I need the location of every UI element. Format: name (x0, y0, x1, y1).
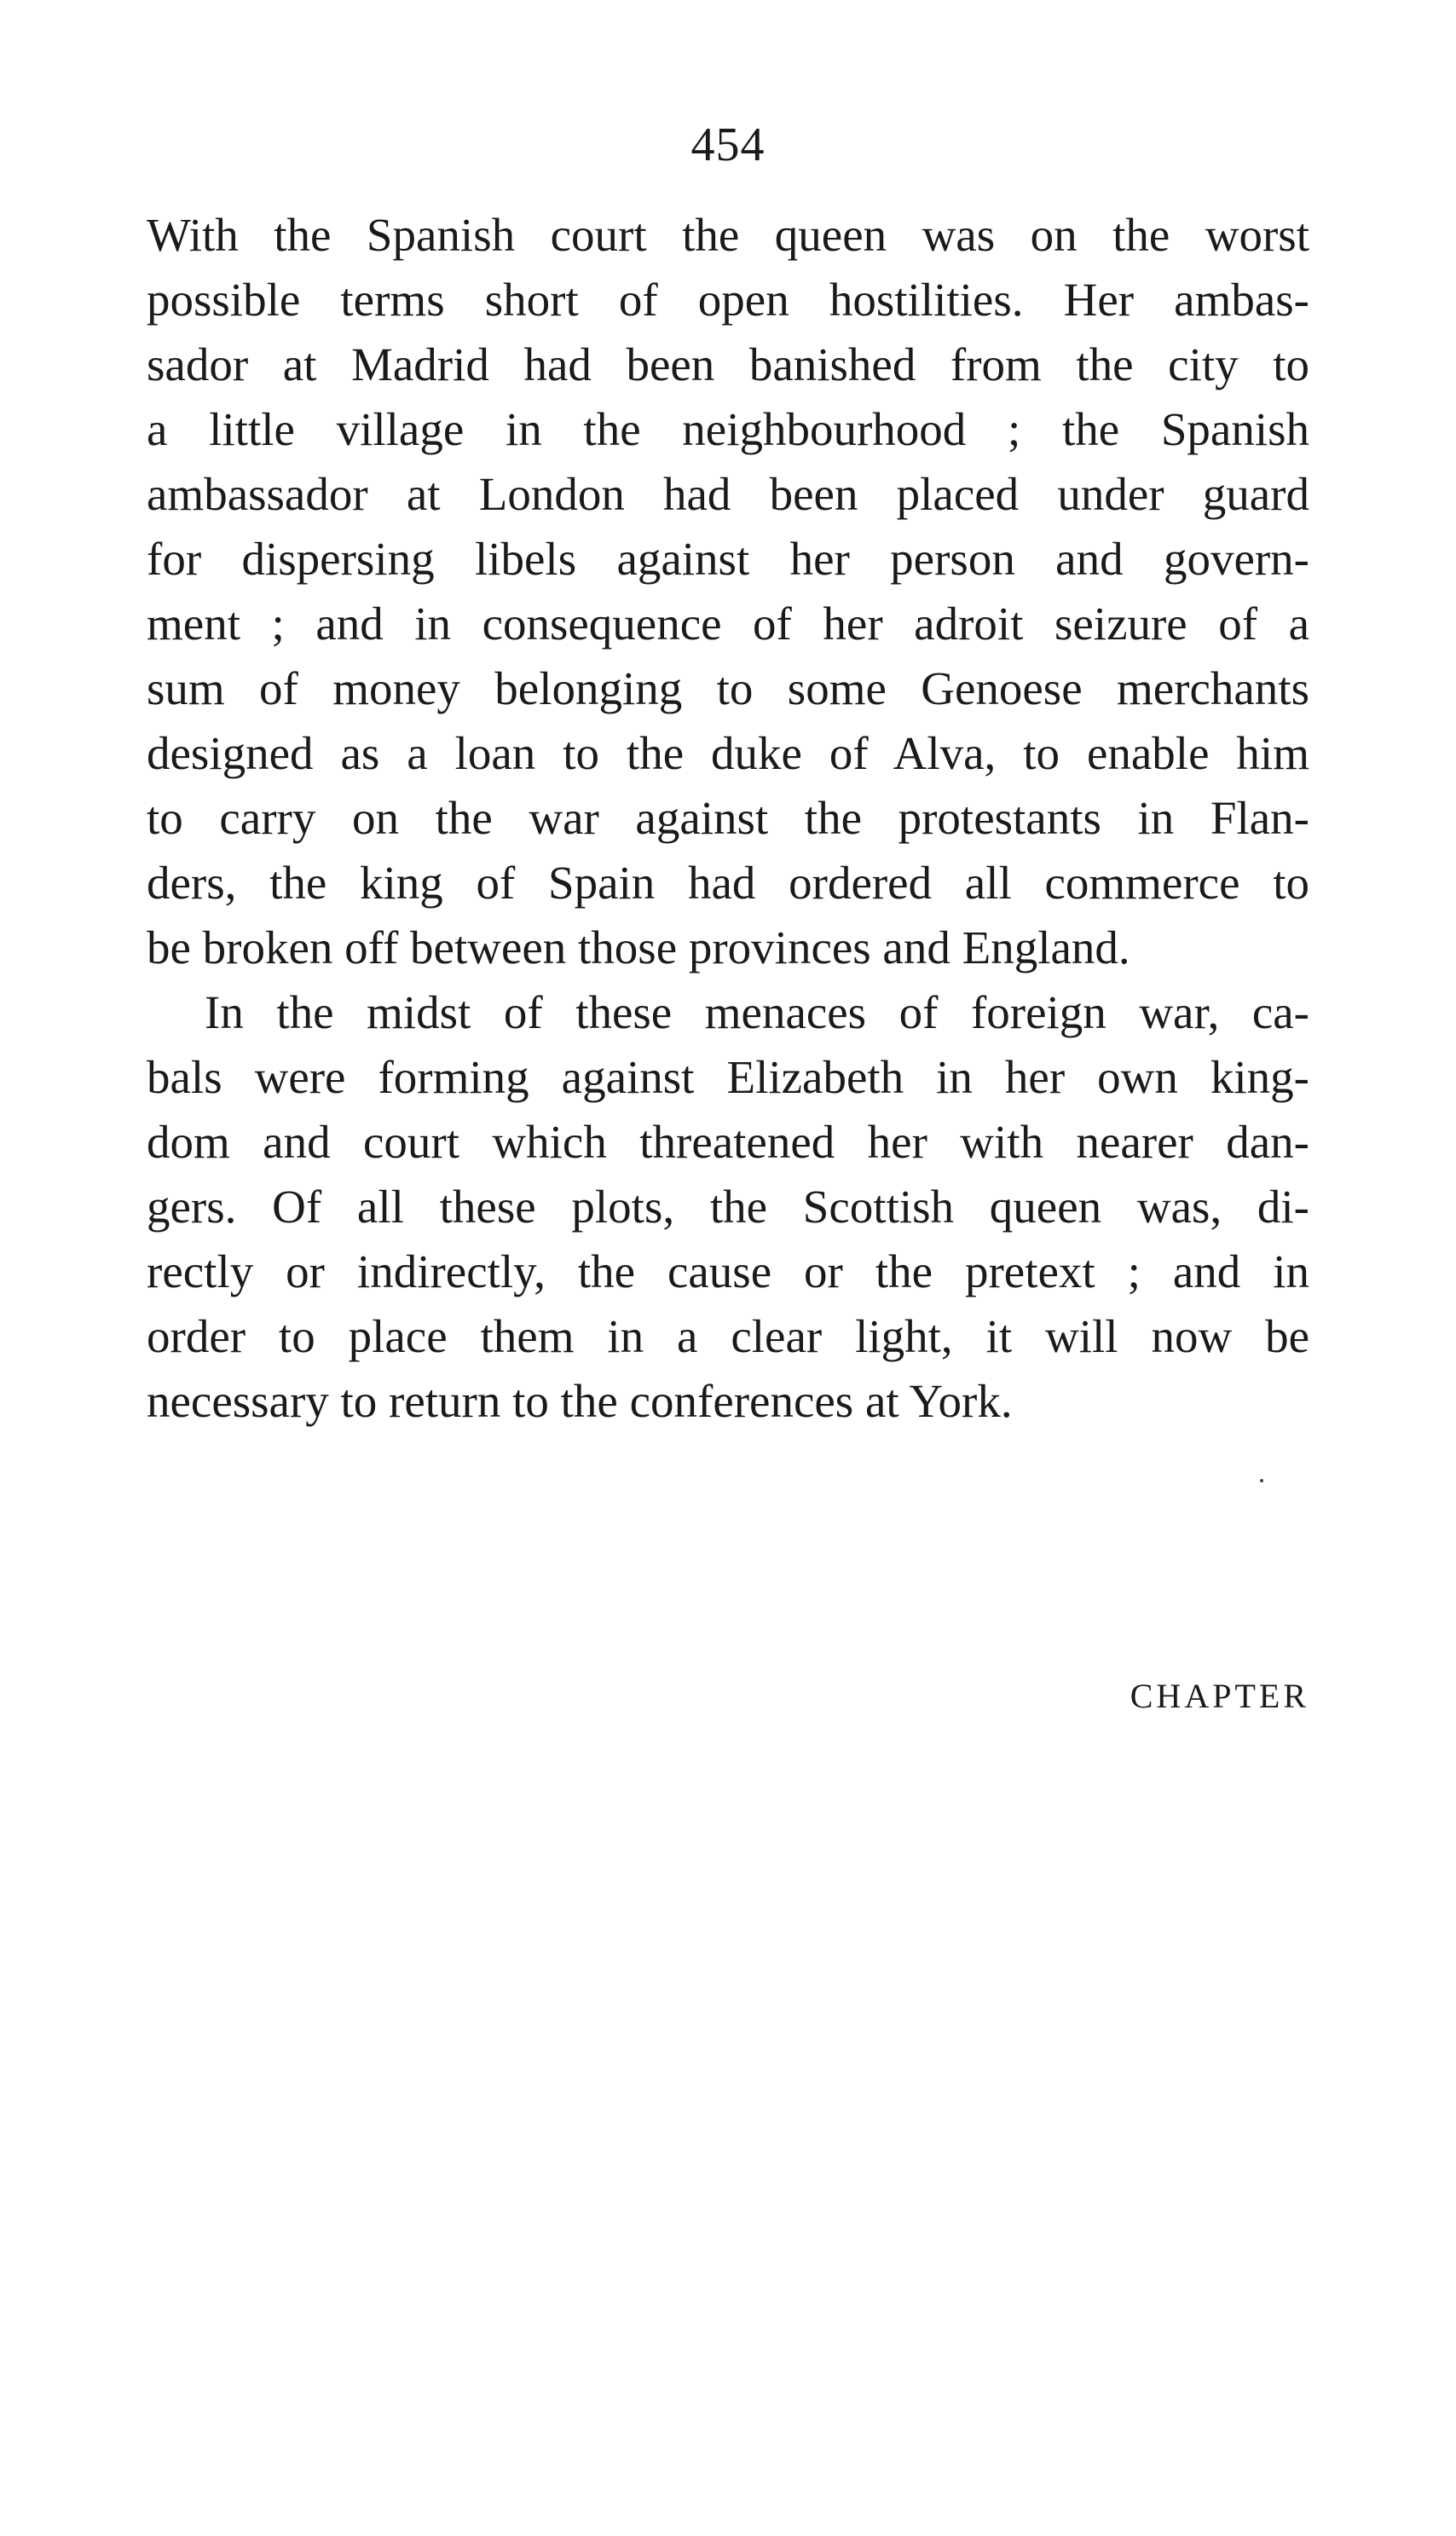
body-text (147, 203, 1309, 1434)
text-line: ment ; and in consequence of her adroit seizure of a (147, 598, 1309, 650)
page-number: 454 (690, 118, 766, 171)
text-line: to carry on the war against the protestants in Flan- (147, 792, 1309, 844)
text-line: possible terms short of open hostilities. Her ambas- (147, 274, 1309, 326)
text-line: sum of money belonging to some Genoese merchants (147, 662, 1309, 714)
text-line: With the Spanish court the queen was on the worst (147, 209, 1309, 261)
text-line: sador at Madrid had been banished from the city to (147, 338, 1309, 390)
text-line: In the midst of these menaces of foreign war, ca- (205, 986, 1309, 1038)
text-line: order to place them in a clear light, it will now be (147, 1310, 1309, 1362)
text-line: necessary to return to the conferences at York. (147, 1375, 1013, 1427)
text-line: ders, the king of Spain had ordered all commerce to (147, 857, 1309, 909)
text-line: a little village in the neighbourhood ; the Spanish (147, 403, 1309, 455)
text-line: bals were forming against Elizabeth in her own king- (147, 1051, 1309, 1103)
text-line: gers. Of all these plots, the Scottish queen was, di- (147, 1181, 1309, 1233)
catchword: CHAPTER (1130, 1677, 1309, 1715)
text-line: rectly or indirectly, the cause or the pretext ; and in (147, 1245, 1309, 1297)
print-speck (1260, 1479, 1263, 1482)
text-line: designed as a loan to the duke of Alva, to enable him (147, 727, 1309, 779)
text-line: ambassador at London had been placed under guard (147, 468, 1309, 520)
text-line: dom and court which threatened her with nearer dan- (147, 1116, 1309, 1168)
text-line: be broken off between those provinces and England. (147, 921, 1130, 973)
text-line: for dispersing libels against her person and govern- (147, 533, 1309, 585)
